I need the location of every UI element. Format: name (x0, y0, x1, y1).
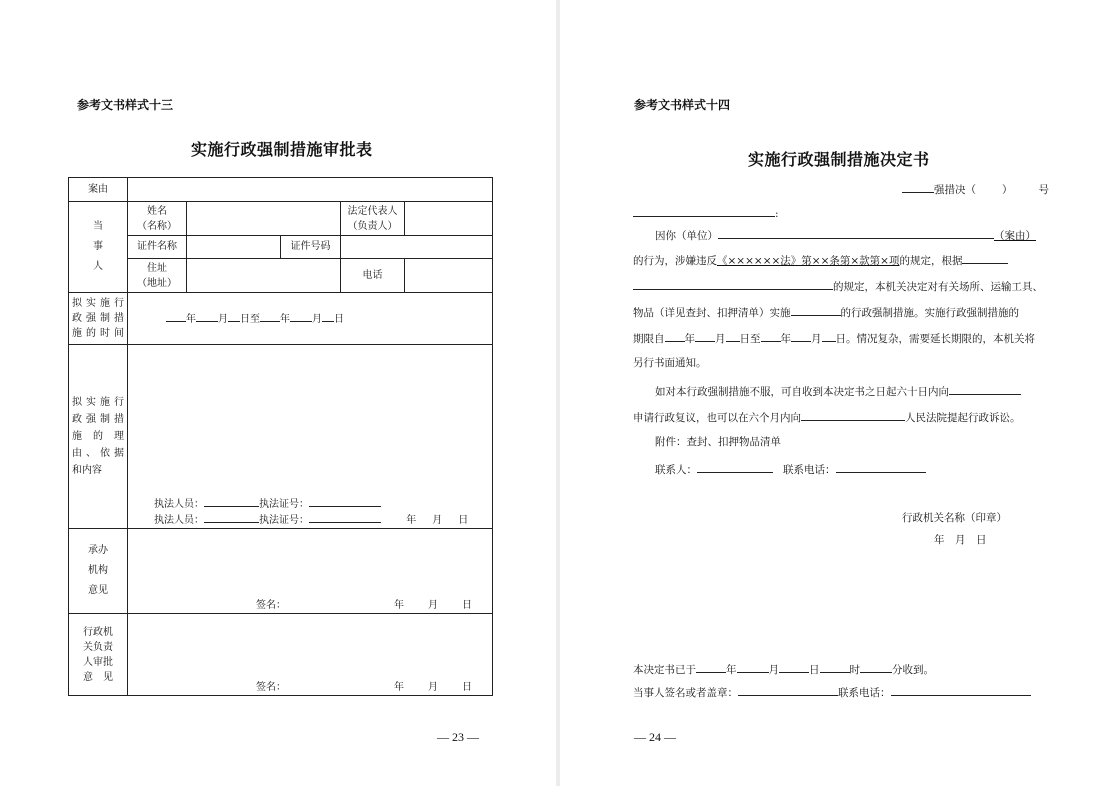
receipt-line: 本决定书已于 年 月 日 时 分收到。 (633, 660, 934, 678)
name-label: 姓名 （名称） (128, 202, 187, 236)
doc-number-line: 强措决（ ） 号 (902, 180, 1049, 198)
page-left (0, 0, 556, 786)
contact-blank[interactable] (697, 460, 773, 473)
para-1-line-5: 期限自 年 月 日至 年 月 日。情况复杂，需要延长期限的，本机关将 (633, 329, 1035, 347)
party-sign-blank[interactable] (738, 683, 838, 696)
para-2-line-2: 申请行政复议，也可以在六个月内向 人民法院提起行政诉讼。 (633, 408, 1021, 426)
dept-opinion-label: 承办 机构 意见 (69, 529, 128, 614)
address-field[interactable] (187, 259, 341, 293)
id-type-label: 证件名称 (128, 236, 187, 259)
basis-blank[interactable] (962, 251, 1008, 264)
contact-phone-blank[interactable] (836, 460, 926, 473)
case-cause-field[interactable] (128, 178, 493, 202)
para-1-line-4: 物品（详见查封、扣押清单）实施 的行政强制措施。实施行政强制措施的 (633, 303, 1019, 321)
basis-blank-2[interactable] (633, 277, 833, 290)
recipient-blank[interactable] (633, 204, 775, 217)
party-label: 当事人 (69, 202, 128, 293)
case-cause-blank[interactable] (718, 226, 994, 239)
head-approval-label: 行政机 关负责 人审批 意 见 (69, 614, 128, 696)
legal-rep-label: 法定代表人 （负责人） (341, 202, 405, 236)
document-title: 实施行政强制措施审批表 (191, 140, 373, 159)
para-1-line-3: 的规定，本机关决定对有关场所、运输工具、 (633, 277, 1043, 295)
sample-label: 参考文书样式十四 (634, 98, 731, 112)
legal-rep-field[interactable] (405, 202, 493, 236)
review-agency-blank[interactable] (949, 382, 1021, 395)
page-right (560, 0, 1116, 786)
phone-field[interactable] (405, 259, 493, 293)
para-1-line-1: 因你（单位） （案由） (655, 226, 1036, 244)
id-number-label: 证件号码 (281, 236, 341, 259)
para-2-line-1: 如对本行政强制措施不服，可自收到本决定书之日起六十日内向 (655, 382, 1021, 400)
page-number: — 23 — (437, 730, 479, 744)
contact-line: 联系人： 联系电话： (655, 460, 926, 478)
time-range-field[interactable]: 年 月 日至 年 月 日 (128, 293, 493, 345)
reason-field[interactable] (128, 345, 493, 529)
page-number: — 24 — (634, 730, 676, 744)
name-field[interactable] (187, 202, 341, 236)
court-blank[interactable] (801, 408, 905, 421)
dept-opinion-field[interactable] (128, 529, 493, 614)
signature-line: 当事人签名或者盖章： 联系电话： (633, 683, 1031, 701)
address-label: 住址 （地址） (128, 259, 187, 293)
phone-label: 电话 (341, 259, 405, 293)
dept-sign-row: 签名： 年 月 日 (256, 600, 472, 611)
measure-blank[interactable] (791, 303, 841, 316)
case-cause-label: 案由 (69, 178, 128, 202)
recipient-line: : (633, 204, 779, 222)
para-1-line-6: 另行书面通知。 (633, 357, 707, 369)
head-sign-row: 签名： 年 月 日 (256, 682, 472, 693)
para-1-line-2: 的行为，涉嫌违反《××××××法》第××条第×款第×项的规定，根据 (633, 251, 1008, 269)
reason-label: 拟实施行 政强制措 施的理 由、依据 和内容 (69, 345, 128, 529)
officer-row-2: 执法人员： 执法证号： 年 月 日 (154, 511, 468, 528)
approval-table (68, 177, 493, 696)
head-approval-field[interactable] (128, 614, 493, 696)
sample-label: 参考文书样式十三 (77, 98, 174, 112)
doc-number-prefix-blank[interactable] (902, 180, 934, 193)
officer-row-1: 执法人员： 执法证号： (154, 495, 381, 512)
document-title: 实施行政强制措施决定书 (748, 150, 930, 169)
attachment-line: 附件：查封、扣押物品清单 (655, 436, 781, 448)
id-number-field[interactable] (341, 236, 493, 259)
party-phone-blank[interactable] (891, 683, 1031, 696)
time-label: 拟实施行 政强制措 施的时间 (69, 293, 128, 345)
id-type-field[interactable] (187, 236, 281, 259)
issue-date: 年 月 日 (934, 534, 987, 546)
agency-seal: 行政机关名称（印章） (902, 512, 1007, 524)
